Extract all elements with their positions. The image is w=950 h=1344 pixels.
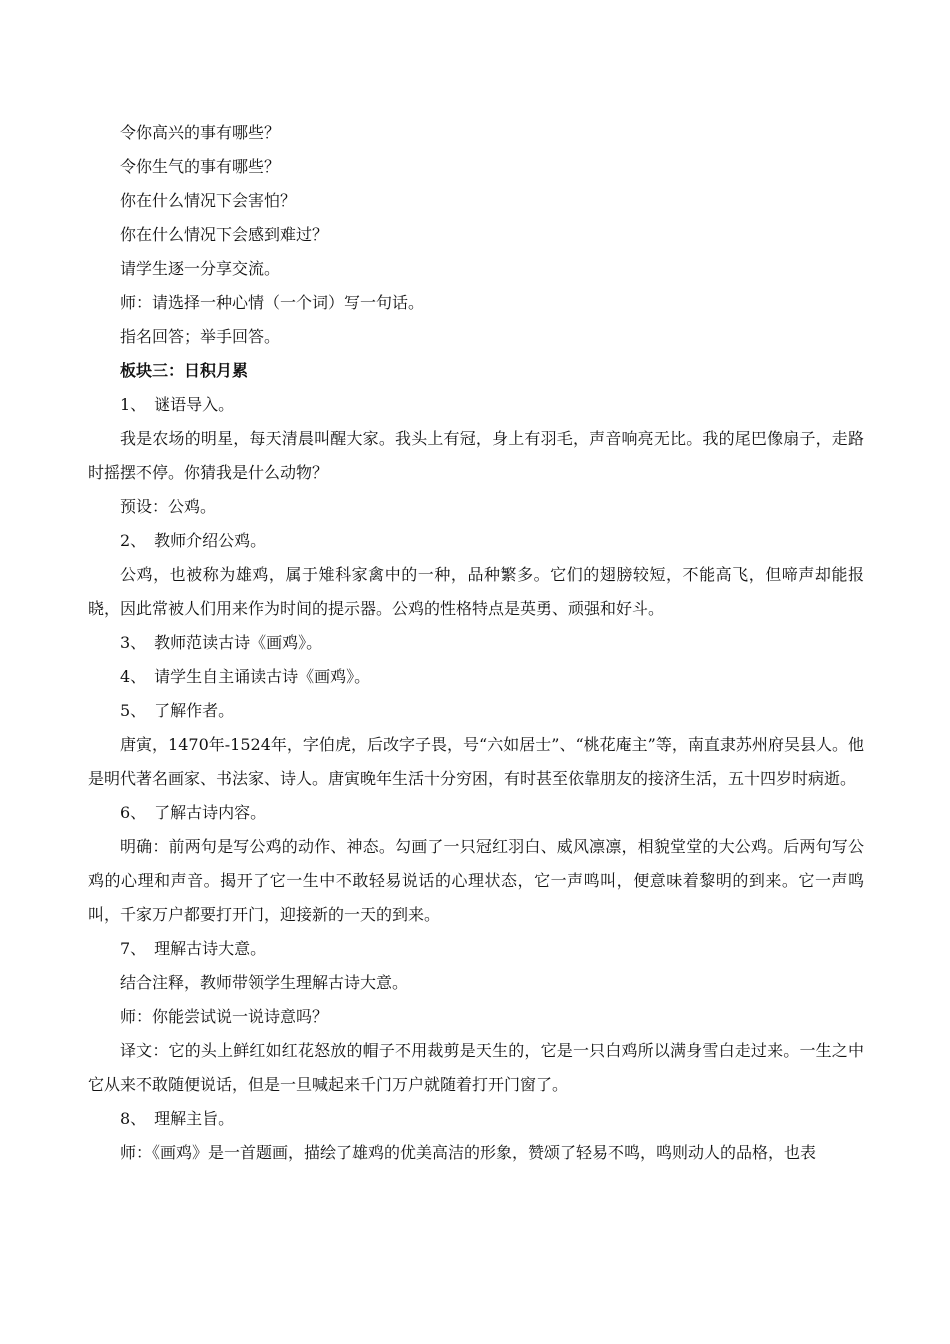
document-body (88, 116, 864, 1170)
numbered-item: 7、 理解古诗大意。 (120, 939, 267, 958)
paragraph: 你在什么情况下会害怕？ (120, 191, 297, 210)
paragraph: 令你高兴的事有哪些？ (120, 123, 281, 142)
paragraph: 师：请选择一种心情（一个词）写一句话。 (120, 293, 425, 312)
paragraph: 唐寅，1470年-1524年，字伯虎，后改字子畏，号“六如居士”、“桃花庵主”等，南直隶苏州府吴县人。他是明代著名画家、书法家、诗人。唐寅晚年生活十分穷困，有时甚至依靠朋友的接济生活，五十四岁时病逝。 (88, 735, 864, 788)
numbered-item: 4、 请学生自主诵读古诗《画鸡》。 (120, 667, 371, 686)
paragraph: 译文：它的头上鲜红如红花怒放的帽子不用裁剪是天生的，它是一只白鸡所以满身雪白走过来。一生之中它从来不敢随便说话，但是一旦喊起来千门万户就随着打开门窗了。 (88, 1041, 864, 1094)
numbered-item: 3、 教师范读古诗《画鸡》。 (120, 633, 323, 652)
paragraph: 明确：前两句是写公鸡的动作、神态。勾画了一只冠红羽白、威风凛凛，相貌堂堂的大公鸡。后两句写公鸡的心理和声音。揭开了它一生中不敢轻易说话的心理状态，它一声鸣叫，便意味着黎明的到来。它一声鸣叫，千家万户都要打开门，迎接新的一天的到来。 (88, 837, 864, 924)
paragraph: 师：《画鸡》是一首题画，描绘了雄鸡的优美高洁的形象，赞颂了轻易不鸣，鸣则动人的品格，也表 (120, 1143, 817, 1162)
paragraph: 师：你能尝试说一说诗意吗？ (120, 1007, 329, 1026)
paragraph: 预设：公鸡。 (120, 497, 217, 516)
paragraph: 结合注释，教师带领学生理解古诗大意。 (120, 973, 409, 992)
paragraph: 你在什么情况下会感到难过？ (120, 225, 329, 244)
paragraph: 请学生逐一分享交流。 (120, 259, 281, 278)
numbered-item: 1、 谜语导入。 (120, 395, 235, 414)
paragraph: 公鸡，也被称为雄鸡，属于雉科家禽中的一种，品种繁多。它们的翅膀较短，不能高飞，但啼声却能报晓，因此常被人们用来作为时间的提示器。公鸡的性格特点是英勇、顽强和好斗。 (88, 565, 864, 618)
numbered-item: 2、 教师介绍公鸡。 (120, 531, 267, 550)
numbered-item: 8、 理解主旨。 (120, 1109, 235, 1128)
paragraph: 我是农场的明星，每天清晨叫醒大家。我头上有冠，身上有羽毛，声音响亮无比。我的尾巴像扇子，走路时摇摆不停。你猜我是什么动物？ (88, 429, 864, 482)
paragraph: 指名回答；举手回答。 (120, 327, 281, 346)
section-heading: 板块三：日积月累 (120, 361, 249, 380)
numbered-item: 6、 了解古诗内容。 (120, 803, 267, 822)
paragraph: 令你生气的事有哪些？ (120, 157, 281, 176)
numbered-item: 5、 了解作者。 (120, 701, 235, 720)
